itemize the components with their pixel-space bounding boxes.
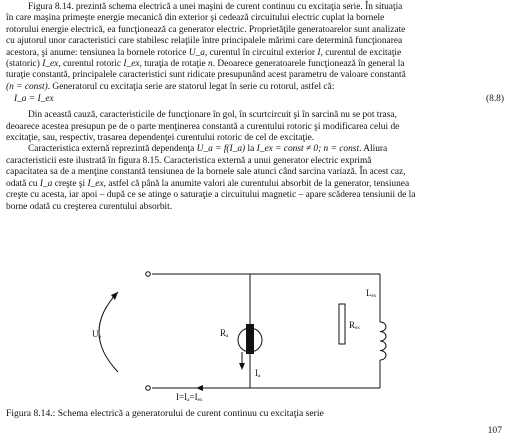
label-ia: Iₐ [255,368,261,378]
terminal-top [146,272,151,277]
paragraph-1-line: (n = const). Generatorul cu excitaţia serie are statorul legat în serie cu rotorul, astfel că: [6,81,335,92]
paragraph-1-line: cu ajutorul unor caracteristici care stabilesc relaţiile între principalele mărimi care determină funcţionarea [6,36,403,47]
paragraph-1-line: în care maşina primeşte energie mecanică din exterior şi cedează circuitului electric cuplat la bornele [6,13,385,24]
paragraph-2-line: excitaţie, sau, respectiv, trasarea dependenţei curentului rotoric de cel de excitaţie. [6,133,315,144]
circuit-diagram [0,262,516,408]
equation-8-8 [6,94,506,108]
resistor-ra [246,324,254,354]
paragraph-3-line: odată cu I_a creşte şi I_ex, astfel că până la anumite valori ale curentului absorbit de la generator, tensiunea [6,178,410,189]
paragraph-3-line: creşte cu acesta, iar apoi – după ce se atinge o saturaţie a circuitului magnetic – apare scăderea tensiunii de la [6,190,416,201]
paragraph-2-line: Din această cauză, caracteristicile de funcţionare în gol, în scurtcircuit şi în sarcină nu se pot trasa, [28,110,397,121]
rotor-current-arrow [239,363,245,370]
equation-number: (8.8) [486,94,504,105]
paragraph-3-line: caracteristicii este ilustrată în figura 8.15. Caracteristica externă a unui generator electric exprimă [6,155,372,166]
label-ua: Uₐ [92,329,101,339]
paragraph-3-line: borne odată cu creşterea curentului absorbit. [6,201,173,212]
paragraph-1-line: acestora, şi anume: tensiunea la bornele rotorice U_a, curentul în circuitul exterior I, curentul de excitaţie [6,47,402,58]
paragraph-1-line: (statoric) I_ex, curentul rotoric I_ex, turaţia de rotaţie n. Deoarece generatoarele funcţionează în general la [6,59,405,70]
label-lex: Lₑₓ [366,288,377,298]
main-current-arrow [196,385,203,391]
label-rex: Rₑₓ [349,320,360,330]
excitation-coil [380,322,386,360]
paragraph-3-line: Caracteristica externă reprezintă dependenţa U_a = f(I_a) la I_ex = const ≠ 0; n = const. Aliura [28,144,388,155]
paragraph-2-line: deoarece acestea presupun pe de o parte menţinerea constantă a curentului rotoric şi modificarea celui de [6,121,400,132]
paragraph-1-line: Figura 8.14. prezintă schema electrică a unei maşini de curent continuu cu excitaţia serie. În situaţia [28,2,403,12]
paragraph-1-line: turaţie constantă, principalele caracteristici sunt ridicate presupunând acest parametru de valoare constantă [6,70,406,81]
label-current: I=Iₐ=Iₑₓ [176,392,203,402]
figure-caption: Figura 8.14.: Schema electrică a generatorului de curent continuu cu excitaţia serie [6,408,324,419]
voltage-arc [99,292,118,372]
label-ra: Rₐ [220,328,229,338]
resistor-rex [339,304,345,344]
equation-expression: I_a = I_ex [14,94,54,105]
body-text [6,2,506,213]
terminal-bottom [146,386,151,391]
page-number: 107 [487,425,502,436]
paragraph-1-line: rotorului energie electrică, ea funcţionează ca generator electric. Proprietăţile generatoarelor sunt analizate [6,24,406,35]
paragraph-3-line: capacitatea sa de a menţine constantă tensiunea de la bornele sale atunci când sarcina variază. În acest caz, [6,167,406,178]
